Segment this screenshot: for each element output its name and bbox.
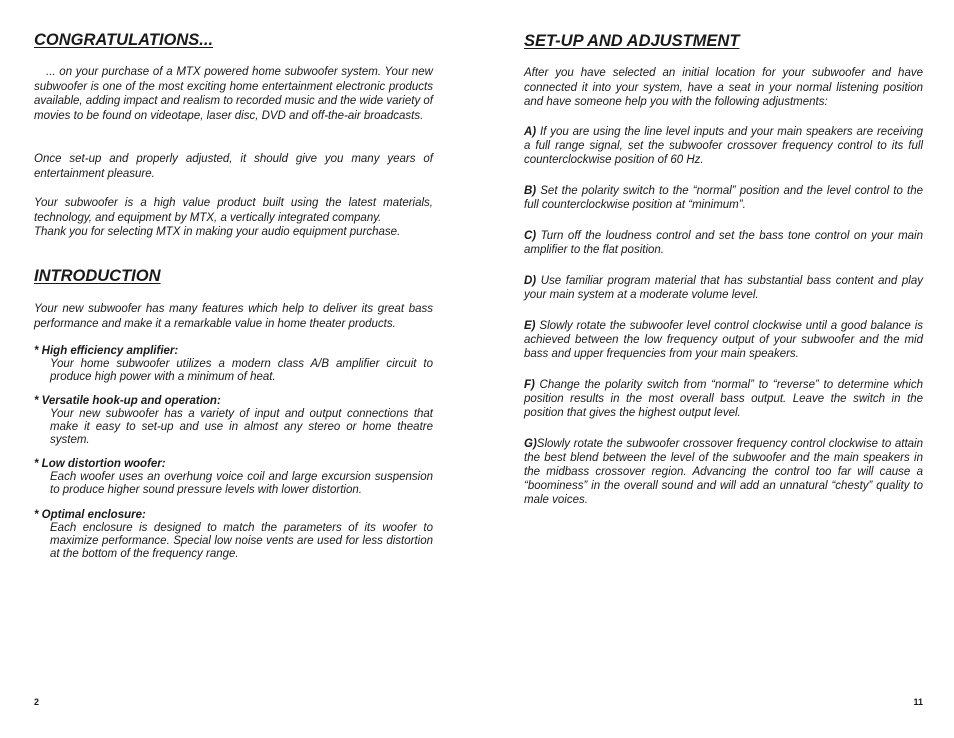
setup-step-g	[524, 437, 923, 507]
setup-step-c	[524, 229, 923, 257]
congratulations-heading: CONGRATULATIONS...	[34, 31, 214, 49]
setup-step-a	[524, 125, 923, 167]
setup-step-d	[524, 274, 923, 302]
congratulations-paragraph-1: ... on your purchase of a MTX powered home subwoofer system. Your new subwoofer is one of the most exciting home entertainment electronic products available, adding impact and realism to recorded music and the wide variety of movies to be found on videotape, laser disc, DVD and off-the-air broadcasts.	[34, 66, 433, 122]
introduction-heading: INTRODUCTION	[34, 267, 161, 285]
feature-body: Each enclosure is designed to match the parameters of its woofer to maximize performance. Special low noise vents are used for less distortion at the bottom of the frequency range.	[50, 522, 433, 560]
page-number-right: 11	[913, 697, 923, 707]
feature-title: * High efficiency amplifier:	[34, 345, 179, 357]
feature-title: * Optimal enclosure:	[34, 509, 146, 521]
step-letter: A)	[524, 126, 537, 138]
step-text: Change the polarity switch from “normal” to “reverse” to determine which position results in the most overall bass output. Leave the switch in the position that gives the highest output level.	[524, 379, 923, 419]
step-text: Set the polarity switch to the “normal” position and the level control to the full counterclockwise position at “minimum”.	[524, 185, 923, 211]
step-text: If you are using the line level inputs and your main speakers are receiving a full range signal, set the subwoofer crossover frequency control to its full counterclockwise position of 60 Hz.	[524, 126, 923, 166]
congratulations-paragraph-4: Thank you for selecting MTX in making your audio equipment purchase.	[34, 226, 401, 238]
feature-body: Your home subwoofer utilizes a modern class A/B amplifier circuit to produce high power with a minimum of heat.	[50, 358, 433, 383]
step-text: Use familiar program material that has substantial bass content and play your main system at a moderate volume level.	[524, 275, 923, 301]
setup-intro-paragraph: After you have selected an initial location for your subwoofer and have connected it into your system, have a seat in your normal listening position and have someone help you with the following adjustments:	[524, 67, 923, 108]
step-text: Slowly rotate the subwoofer crossover frequency control clockwise to attain the best blend between the level of the subwoofer and the main speakers in the midbass crossover region. Advancing the control too far will cause a “boominess” in the overall sound and will add an unnatural “chesty” quality to male voices.	[524, 438, 923, 506]
feature-title: * Low distortion woofer:	[34, 458, 166, 470]
step-letter: F)	[524, 379, 535, 391]
congratulations-paragraph-3: Your subwoofer is a high value product built using the latest materials, technology, and equipment by MTX, a vertically integrated company.	[34, 197, 433, 224]
feature-optimal-enclosure	[34, 509, 433, 560]
page-number-left: 2	[34, 697, 40, 707]
feature-low-distortion-woofer	[34, 458, 433, 497]
right-page	[524, 0, 923, 738]
feature-versatile-hookup	[34, 395, 433, 446]
step-text: Slowly rotate the subwoofer level control clockwise until a good balance is achieved between the low frequency output of your subwoofer and the mid bass and upper frequencies from your main speakers.	[524, 320, 923, 360]
step-text: Turn off the loudness control and set the bass tone control on your main amplifier to the flat position.	[524, 230, 923, 256]
setup-adjustment-heading: SET-UP AND ADJUSTMENT	[524, 32, 740, 50]
step-letter: C)	[524, 230, 537, 242]
step-letter: G)	[524, 438, 537, 450]
feature-high-efficiency-amplifier	[34, 345, 433, 384]
step-letter: E)	[524, 320, 536, 332]
feature-body: Each woofer uses an overhung voice coil and large excursion suspension to produce higher sound pressure levels with lower distortion.	[50, 471, 433, 496]
step-letter: B)	[524, 185, 537, 197]
step-letter: D)	[524, 275, 537, 287]
left-page	[34, 0, 433, 738]
setup-step-f	[524, 378, 923, 420]
introduction-paragraph: Your new subwoofer has many features which help to deliver its great bass performance and make it a remarkable value in home theater products.	[34, 303, 433, 330]
setup-step-b	[524, 184, 923, 212]
setup-step-e	[524, 319, 923, 361]
congratulations-paragraph-2: Once set-up and properly adjusted, it should give you many years of entertainment pleasure.	[34, 153, 433, 180]
feature-body: Your new subwoofer has a variety of input and output connections that make it easy to set-up and use in almost any stereo or home theatre system.	[50, 408, 433, 446]
feature-title: * Versatile hook-up and operation:	[34, 395, 221, 407]
